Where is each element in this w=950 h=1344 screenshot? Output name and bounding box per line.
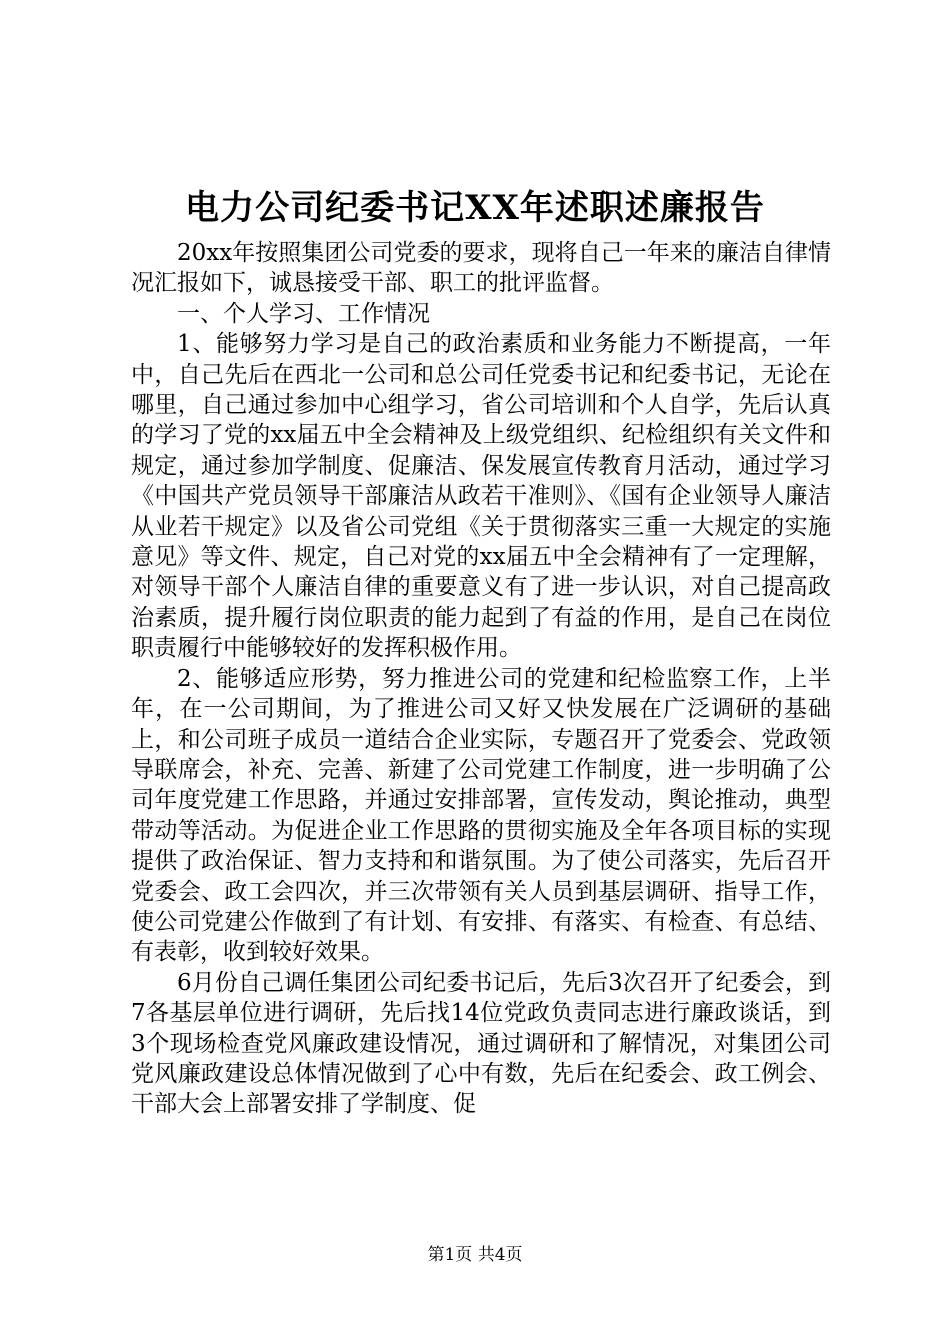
paragraph-study: 1、能够努力学习是自己的政治素质和业务能力不断提高，一年中，自己先后在西北一公司和总公司任党委书记和纪委书记，无论在哪里，自己通过参加中心组学习，省公司培训和个人自学，先后认真的学习了党的xx届五中全会精神及上级党组织、纪检组织有关文件和规定，通过参加学制度、促廉洁、保发展宣传教育月活动，通过学习《中国共产党员领导干部廉洁从政若干准则》、《国有企业领导人廉洁从业若干规定》以及省公司党组《关于贯彻落实三重一大规定的实施意见》等文件、规定，自己对党的xx届五中全会精神有了一定理解，对领导干部个人廉洁自律的重要意义有了进一步认识，对自己提高政治素质，提升履行岗位职责的能力起到了有益的作用，是自己在岗位职责履行中能够较好的发挥积极作用。 [131,331,831,662]
paragraph-work: 2、能够适应形势，努力推进公司的党建和纪检监察工作，上半年，在一公司期间，为了推进公司又好又快发展在广泛调研的基础上，和公司班子成员一道结合企业实际，专题召开了党委会、党政领导联席会，补充、完善、新建了公司党建工作制度，进一步明确了公司年度党建工作思路，并通过安排部署，宣传发动，舆论推动，典型带动等活动。为促进企业工作思路的贯彻实施及全年各项目标的实现提供了政治保证、智力支持和和谐氛围。为了使公司落实，先后召开党委会、政工会四次，并三次带领有关人员到基层调研、指导工作，使公司党建公作做到了有计划、有安排、有落实、有检查、有总结、有表彰，收到较好效果。 [131,665,831,966]
page-number-footer: 第1页 共4页 [427,1245,523,1265]
paragraph-intro: 20xx年按照集团公司党委的要求，现将自己一年来的廉洁自律情况汇报如下，诚恳接受干部、职工的批评监督。 [131,240,831,297]
document-body [131,238,831,1120]
document-title: 电力公司纪委书记XX年述职述廉报告 [185,188,765,228]
section-heading: 一、个人学习、工作情况 [177,300,430,327]
paragraph-june: 6月份自己调任集团公司纪委书记后，先后3次召开了纪委会，到7各基层单位进行调研，先后找14位党政负责同志进行廉政谈话，到3个现场检查党风廉政建设情况，通过调研和了解情况，对集团公司党风廉政建设总体情况做到了心中有数，先后在纪委会、政工例会、干部大会上部署安排了学制度、促 [131,969,831,1118]
